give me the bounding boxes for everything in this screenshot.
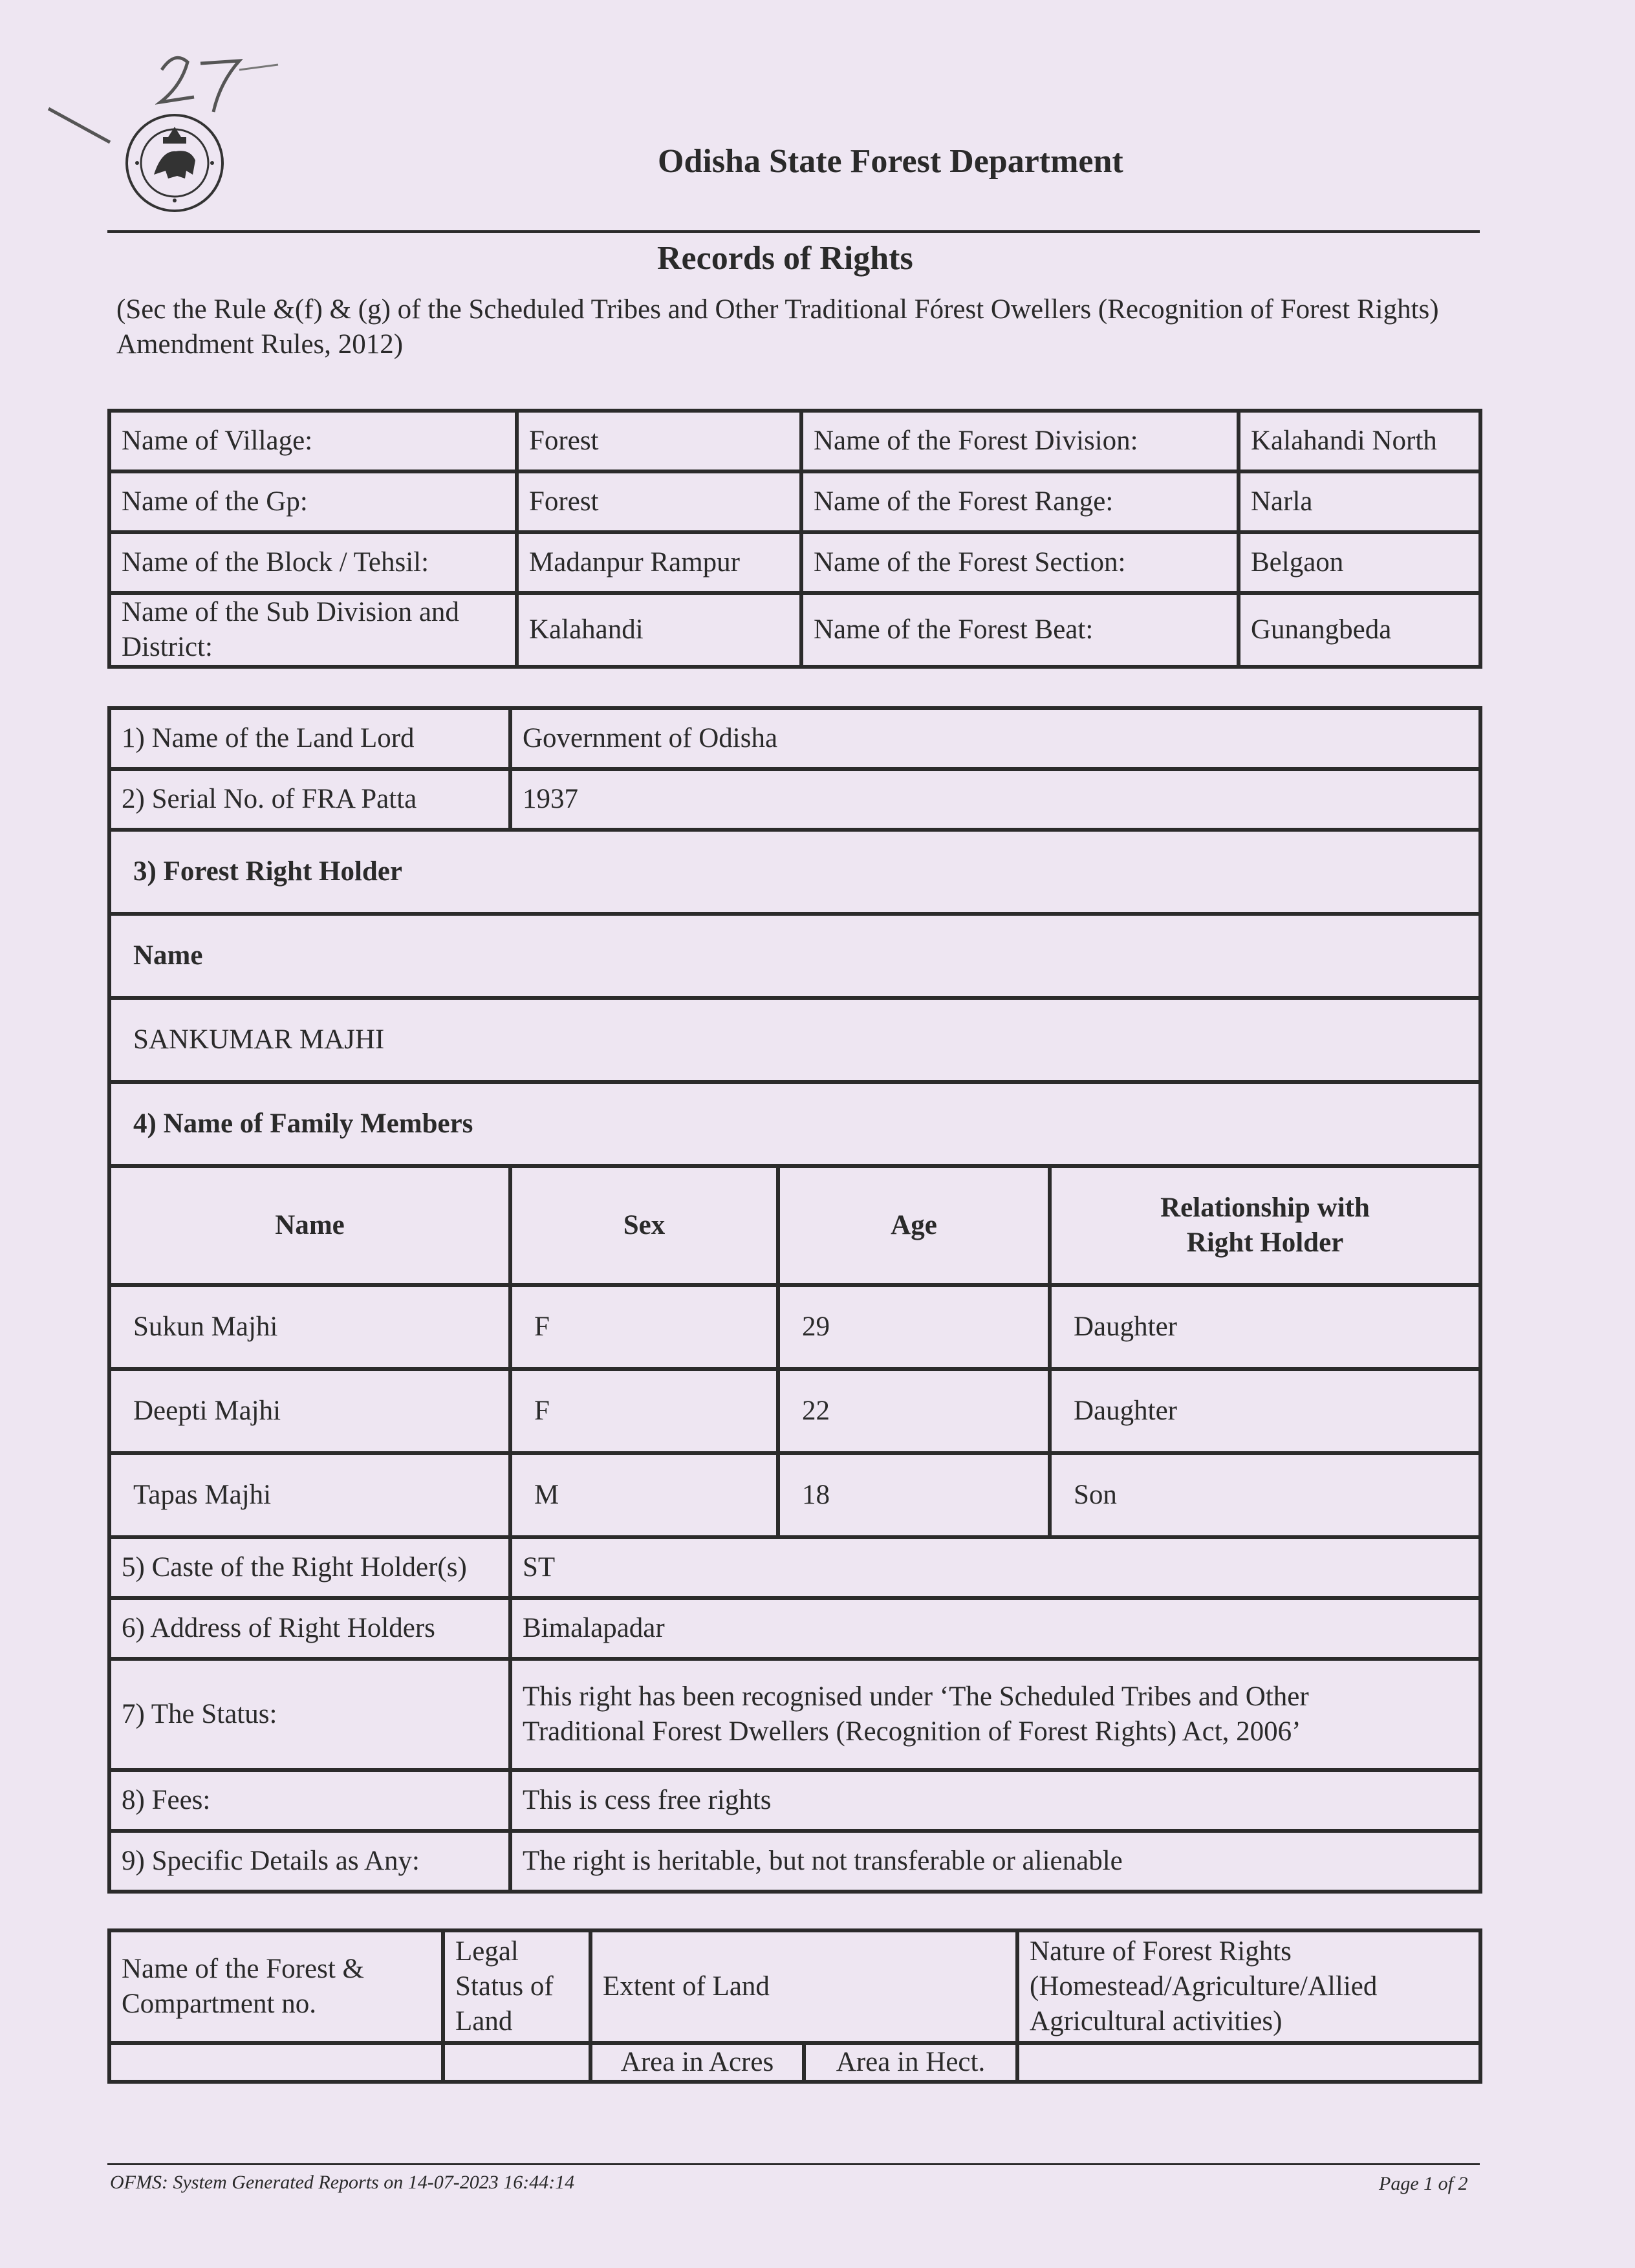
family-column-header: Sex bbox=[510, 1166, 778, 1285]
department-name: Odisha State Forest Department bbox=[658, 143, 1123, 180]
header-rule bbox=[107, 230, 1480, 233]
location-label: Name of the Sub Division and District: bbox=[109, 593, 517, 667]
page-subtitle: (Sec the Rule &(f) & (g) of the Scheduled Tribes and Other Traditional Fórest Owellers (Recognition of Forest Rights) Amendment Rules, 2012) bbox=[116, 294, 1439, 360]
land-sub-hect: Area in Hect. bbox=[804, 2043, 1017, 2082]
landlord-value: Government of Odisha bbox=[510, 708, 1480, 769]
odisha-state-emblem-icon bbox=[123, 111, 226, 215]
serial-value: 1937 bbox=[510, 769, 1480, 830]
land-col-legal: Legal Status of Land bbox=[443, 1930, 590, 2043]
family-member-age: 18 bbox=[778, 1453, 1050, 1537]
holder-heading: 3) Forest Right Holder bbox=[109, 830, 1480, 914]
land-col-extent: Extent of Land bbox=[590, 1930, 1017, 2043]
land-col-nature: Nature of Forest Rights (Homestead/Agriculture/Allied Agricultural activities) bbox=[1017, 1930, 1480, 2043]
location-value: Forest bbox=[517, 471, 801, 532]
land-col-forest: Name of the Forest & Compartment no. bbox=[109, 1930, 443, 2043]
family-member-name: Deepti Majhi bbox=[109, 1369, 510, 1453]
record-table bbox=[107, 706, 1482, 1894]
location-label: Name of the Forest Section: bbox=[801, 532, 1239, 593]
family-member-row bbox=[109, 1369, 1480, 1453]
address-value: Bimalapadar bbox=[510, 1598, 1480, 1659]
details-value: The right is heritable, but not transferable or alienable bbox=[510, 1831, 1480, 1892]
location-row bbox=[109, 411, 1480, 471]
fees-label: 8) Fees: bbox=[109, 1770, 510, 1831]
family-member-age: 22 bbox=[778, 1369, 1050, 1453]
land-cell-empty bbox=[109, 2043, 443, 2082]
location-value: Kalahandi bbox=[517, 593, 801, 667]
location-label: Name of Village: bbox=[109, 411, 517, 471]
details-label: 9) Specific Details as Any: bbox=[109, 1831, 510, 1892]
family-member-relation: Son bbox=[1050, 1453, 1480, 1537]
status-label: 7) The Status: bbox=[109, 1659, 510, 1770]
location-label: Name of the Forest Beat: bbox=[801, 593, 1239, 667]
handwritten-page-number bbox=[155, 50, 285, 125]
family-member-sex: M bbox=[510, 1453, 778, 1537]
location-row bbox=[109, 593, 1480, 667]
holder-name: SANKUMAR MAJHI bbox=[109, 998, 1480, 1082]
land-cell-empty bbox=[443, 2043, 590, 2082]
family-member-relation: Daughter bbox=[1050, 1285, 1480, 1369]
family-heading: 4) Name of Family Members bbox=[109, 1082, 1480, 1166]
caste-label: 5) Caste of the Right Holder(s) bbox=[109, 1537, 510, 1598]
land-table bbox=[107, 1928, 1482, 2084]
family-member-relation: Daughter bbox=[1050, 1369, 1480, 1453]
location-row bbox=[109, 471, 1480, 532]
location-row bbox=[109, 532, 1480, 593]
handwritten-stroke bbox=[45, 103, 116, 152]
caste-value: ST bbox=[510, 1537, 1480, 1598]
location-value: Forest bbox=[517, 411, 801, 471]
name-heading: Name bbox=[109, 914, 1480, 998]
footer-rule bbox=[107, 2163, 1480, 2165]
location-value: Kalahandi North bbox=[1239, 411, 1480, 471]
location-table bbox=[107, 409, 1482, 669]
family-column-header: Relationship with Right Holder bbox=[1050, 1166, 1480, 1285]
location-value: Belgaon bbox=[1239, 532, 1480, 593]
family-member-name: Tapas Majhi bbox=[109, 1453, 510, 1537]
land-cell-empty bbox=[1017, 2043, 1480, 2082]
footer-page-number: Page 1 of 2 bbox=[1379, 2173, 1468, 2194]
location-label: Name of the Forest Range: bbox=[801, 471, 1239, 532]
family-member-row bbox=[109, 1453, 1480, 1537]
address-label: 6) Address of Right Holders bbox=[109, 1598, 510, 1659]
family-member-name: Sukun Majhi bbox=[109, 1285, 510, 1369]
footer-system-note: OFMS: System Generated Reports on 14-07-2023 16:44:14 bbox=[110, 2172, 575, 2193]
fees-value: This is cess free rights bbox=[510, 1770, 1480, 1831]
family-member-row bbox=[109, 1285, 1480, 1369]
location-label: Name of the Forest Division: bbox=[801, 411, 1239, 471]
status-value: This right has been recognised under ‘The Scheduled Tribes and Other Traditional Forest Dwellers (Recognition of Forest Rights) Act, 2006’ bbox=[510, 1659, 1480, 1770]
page-title: Records of Rights bbox=[657, 240, 913, 277]
location-value: Gunangbeda bbox=[1239, 593, 1480, 667]
family-column-header: Name bbox=[109, 1166, 510, 1285]
family-member-sex: F bbox=[510, 1369, 778, 1453]
family-member-sex: F bbox=[510, 1285, 778, 1369]
serial-label: 2) Serial No. of FRA Patta bbox=[109, 769, 510, 830]
family-member-age: 29 bbox=[778, 1285, 1050, 1369]
location-value: Narla bbox=[1239, 471, 1480, 532]
land-sub-acres: Area in Acres bbox=[590, 2043, 804, 2082]
family-column-header: Age bbox=[778, 1166, 1050, 1285]
landlord-label: 1) Name of the Land Lord bbox=[109, 708, 510, 769]
location-label: Name of the Block / Tehsil: bbox=[109, 532, 517, 593]
location-label: Name of the Gp: bbox=[109, 471, 517, 532]
location-value: Madanpur Rampur bbox=[517, 532, 801, 593]
